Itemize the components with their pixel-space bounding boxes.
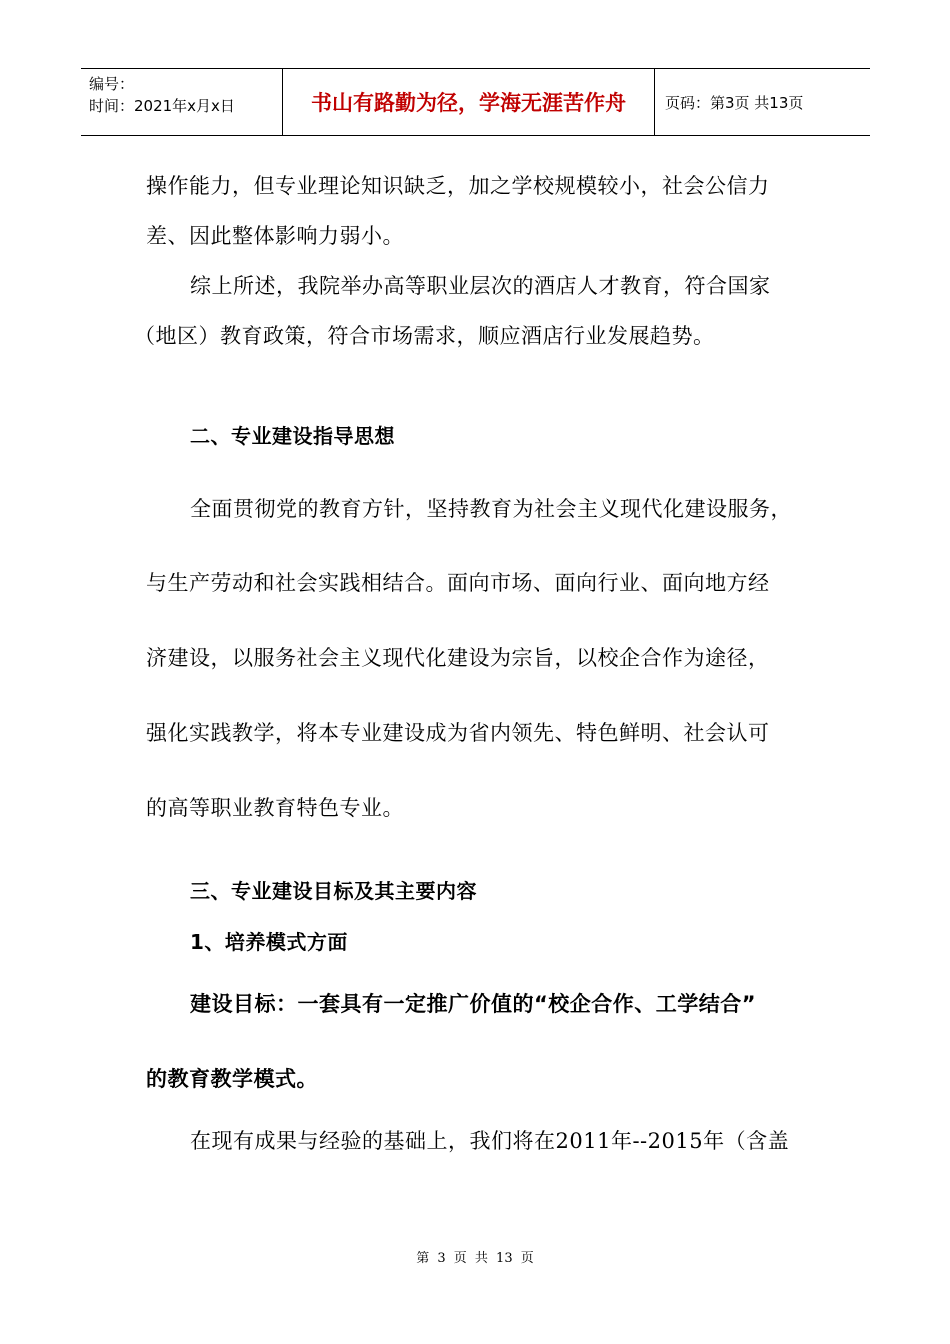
goal-line: 建设目标：一套具有一定推广价值的“校企合作、工学结合” — [190, 992, 757, 1016]
body-line: 的高等职业教育特色专业。 — [146, 796, 404, 820]
body-line: 综上所述，我院举办高等职业层次的酒店人才教育，符合国家 — [190, 274, 771, 298]
body-line: 与生产劳动和社会实践相结合。面向市场、面向行业、面向地方经 — [146, 571, 770, 595]
header-motto: 书山有路勤为径，学海无涯苦作舟 — [282, 69, 655, 135]
page-header — [81, 68, 870, 136]
document-date-label: 时间：2021年x月x日 — [89, 97, 235, 115]
header-meta — [81, 69, 282, 135]
body-line: 差、因此整体影响力弱小。 — [146, 224, 404, 248]
body-line: （地区）教育政策，符合市场需求，顺应酒店行业发展趋势。 — [134, 324, 715, 348]
subsection-heading: 1、培养模式方面 — [190, 930, 348, 954]
goal-line: 的教育教学模式。 — [146, 1067, 318, 1091]
body-line: 操作能力，但专业理论知识缺乏，加之学校规模较小，社会公信力 — [146, 174, 770, 198]
section-heading: 二、专业建设指导思想 — [190, 424, 395, 448]
document-number-label: 编号： — [89, 75, 135, 93]
body-line: 在现有成果与经验的基础上，我们将在2011年--2015年（含盖 — [190, 1129, 790, 1153]
body-line: 全面贯彻党的教育方针，坚持教育为社会主义现代化建设服务， — [190, 497, 792, 521]
body-line: 济建设，以服务社会主义现代化建设为宗旨，以校企合作为途径， — [146, 646, 770, 670]
body-line: 强化实践教学，将本专业建设成为省内领先、特色鲜明、社会认可 — [146, 721, 770, 745]
header-page-label: 页码：第3页 共13页 — [665, 93, 804, 112]
section-heading: 三、专业建设目标及其主要内容 — [190, 879, 477, 903]
page-footer: 第 3 页 共 13 页 — [416, 1251, 534, 1266]
